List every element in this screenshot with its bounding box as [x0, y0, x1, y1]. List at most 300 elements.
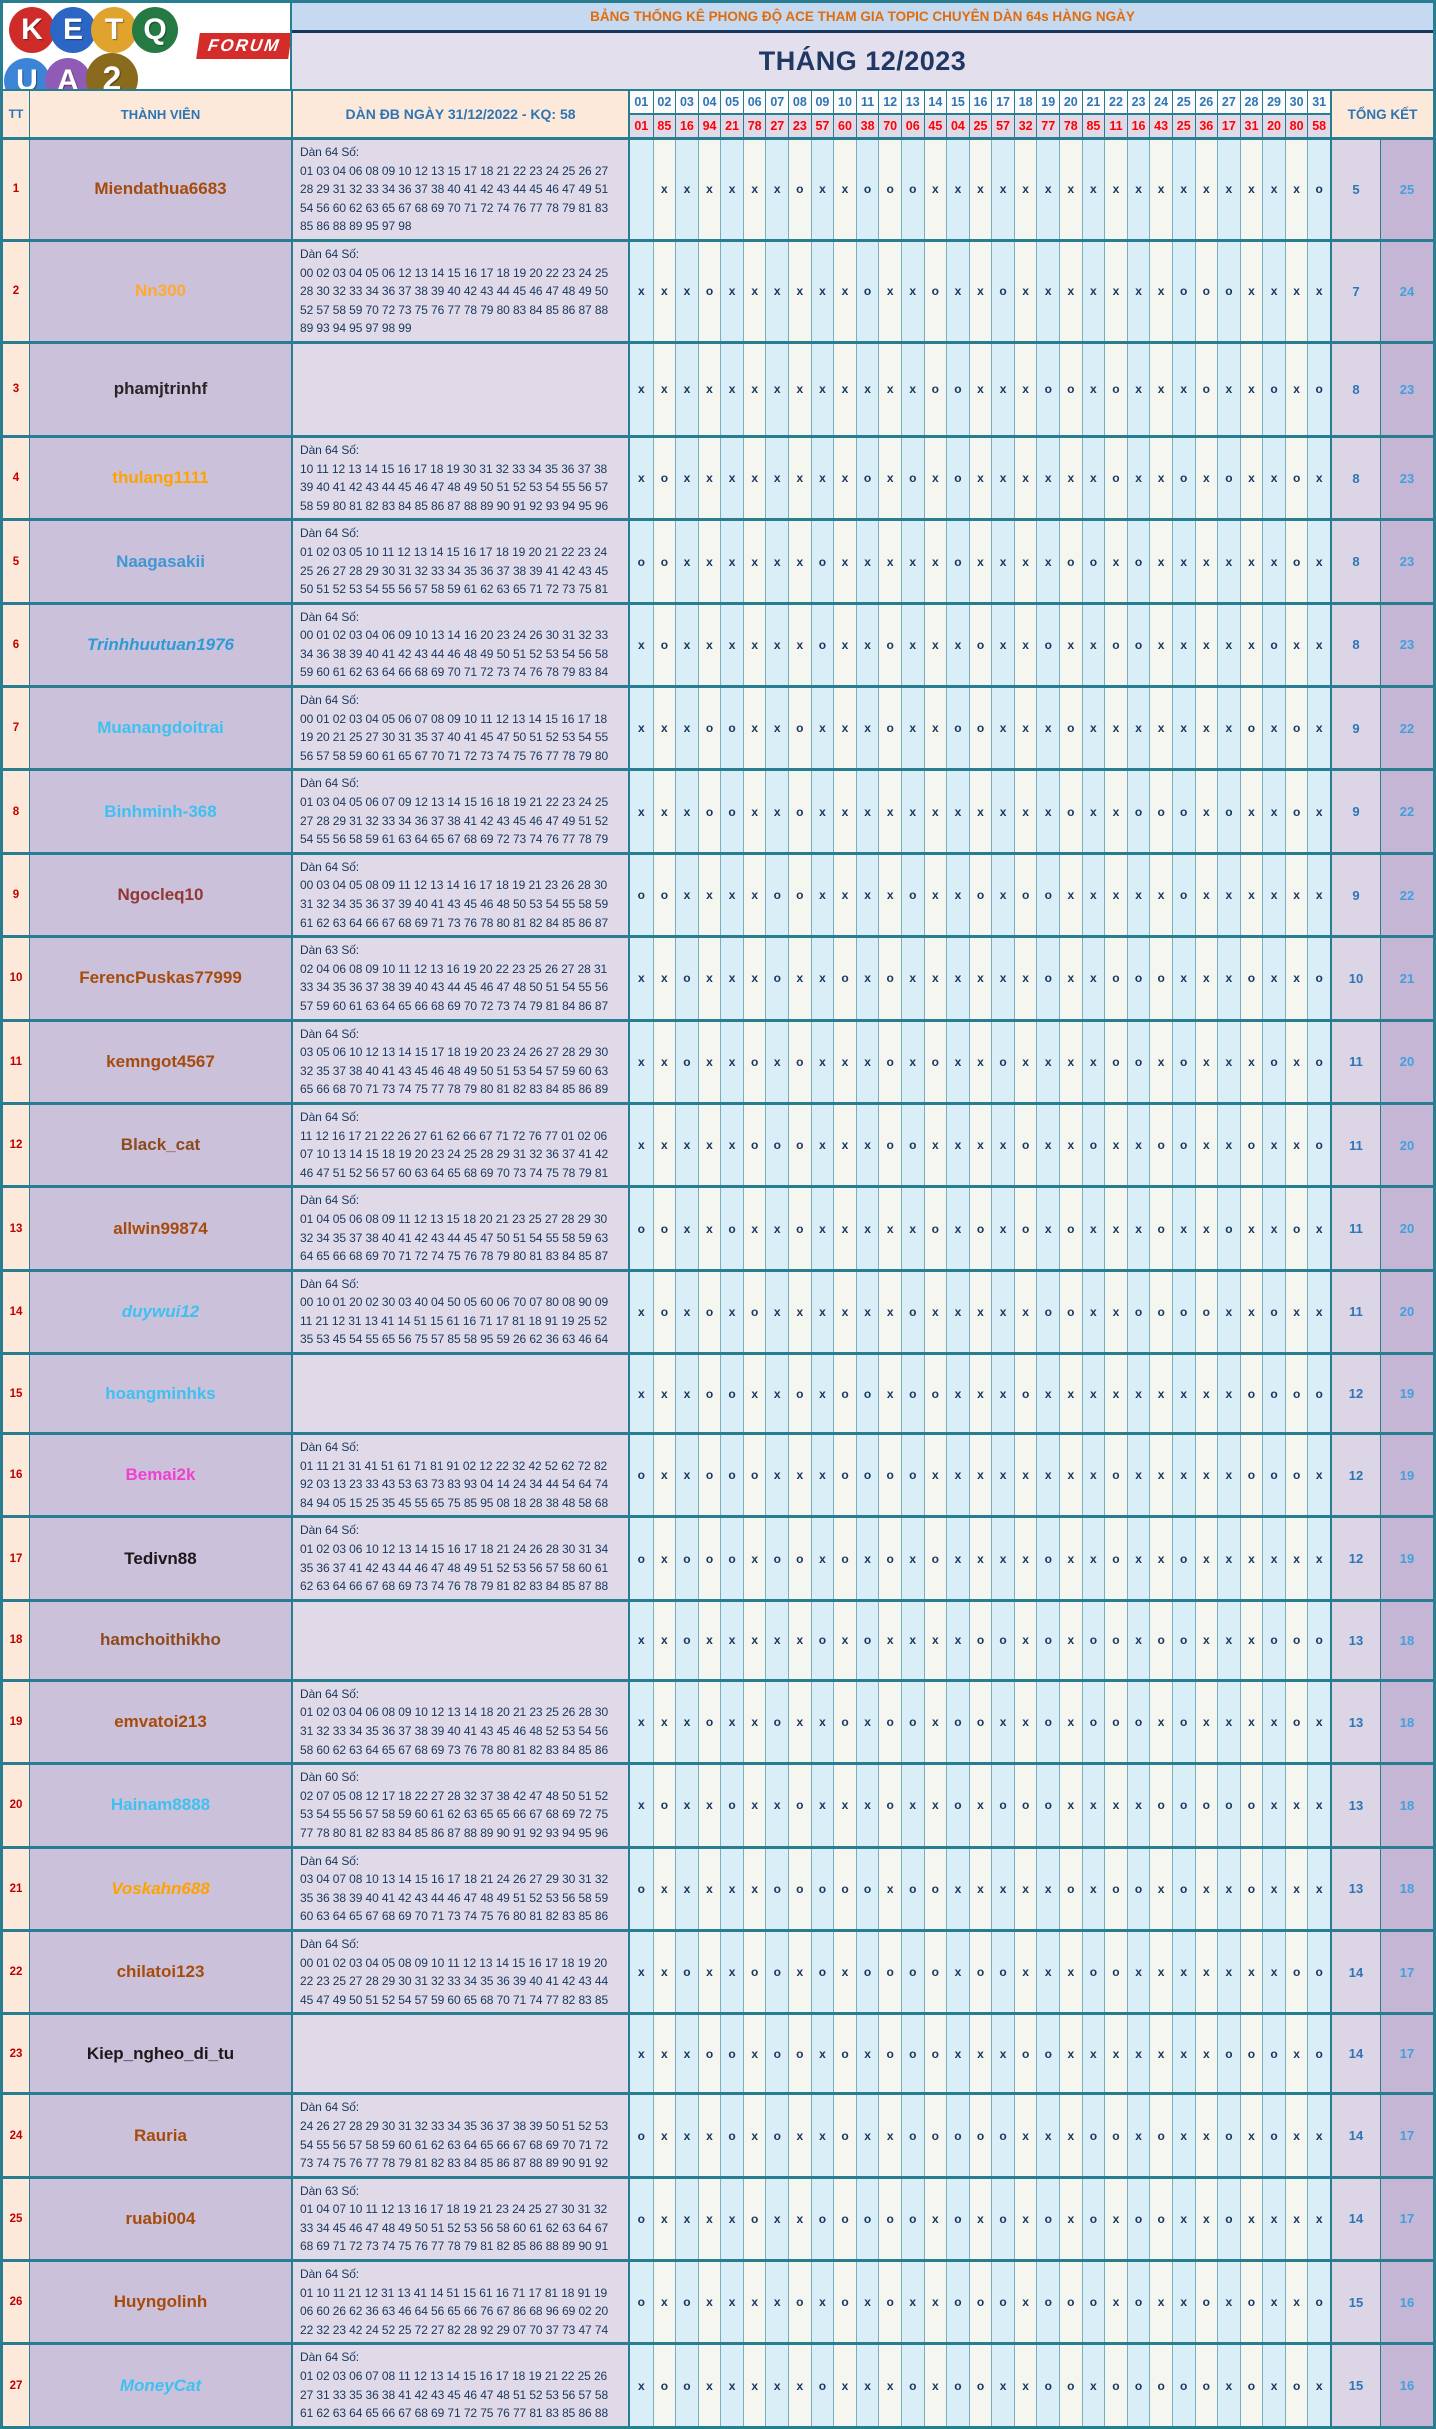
- day-mark: x: [991, 140, 1014, 239]
- day-mark: x: [630, 1355, 653, 1432]
- day-mark: x: [743, 438, 766, 518]
- day-mark: x: [811, 1765, 834, 1845]
- day-header-cell: [1262, 91, 1285, 137]
- day-mark: x: [720, 855, 743, 935]
- day-kq-value: 04: [947, 115, 969, 137]
- day-mark: x: [743, 855, 766, 935]
- dan-number-list: 00 01 02 03 04 06 09 10 13 14 16 20 23 24 26 30 31 32 33 34 36 38 39 40 41 42 43 44 46 48 49 50 51 52 53 54 56 58 59 60 61 62 63 64 66 68 69 70 71 72 73 74 76 78 79 83 84: [300, 628, 609, 680]
- day-mark: x: [1149, 1355, 1172, 1432]
- day-number: 02: [654, 91, 676, 115]
- day-mark: x: [1240, 2179, 1263, 2259]
- dan-number-list: 01 02 03 06 10 12 13 14 15 16 17 18 21 24 26 28 30 31 34 35 36 37 41 42 43 44 46 47 48 49 51 52 53 56 57 58 60 61 62 63 64 66 67 68 69 73 74 76 78 79 81 82 83 84 85 87 88: [300, 1542, 609, 1594]
- dan-label: Dàn 64 Số:: [300, 442, 360, 457]
- day-mark: o: [1172, 1765, 1195, 1845]
- day-mark: x: [720, 1105, 743, 1185]
- day-mark: o: [698, 242, 721, 341]
- day-marks: [630, 688, 1332, 768]
- day-number: 23: [1128, 91, 1150, 115]
- day-mark: x: [1014, 1602, 1037, 1679]
- col-header-total: TỔNG KẾT: [1332, 91, 1433, 137]
- day-mark: o: [833, 2095, 856, 2175]
- day-mark: o: [1104, 938, 1127, 1018]
- day-mark: o: [1059, 771, 1082, 851]
- dan-number-list: 03 04 07 08 10 13 14 15 16 17 18 21 24 26 27 29 30 31 32 35 36 38 39 40 41 42 43 44 46 47 48 49 51 52 53 56 58 59 60 63 64 65 67 68 69 70 71 73 74 75 76 80 81 82 83 85 86: [300, 1872, 609, 1924]
- day-mark: x: [1172, 2262, 1195, 2342]
- day-mark: x: [1104, 242, 1127, 341]
- day-mark: x: [991, 1105, 1014, 1185]
- day-mark: x: [811, 1105, 834, 1185]
- day-mark: o: [969, 1682, 992, 1762]
- day-mark: x: [743, 605, 766, 685]
- day-mark: o: [856, 1849, 879, 1929]
- day-mark: o: [946, 1765, 969, 1845]
- day-mark: x: [1285, 1022, 1308, 1102]
- day-mark: o: [1262, 2015, 1285, 2092]
- day-mark: x: [653, 2015, 676, 2092]
- day-number: 26: [1196, 91, 1218, 115]
- day-mark: x: [946, 1932, 969, 2012]
- row-index: 16: [3, 1435, 30, 1515]
- day-mark: x: [878, 344, 901, 435]
- day-mark: x: [1036, 1105, 1059, 1185]
- site-logo[interactable]: [3, 3, 292, 89]
- day-mark: o: [720, 688, 743, 768]
- member-name[interactable]: Nn300: [30, 242, 293, 341]
- day-header-cell: [946, 91, 969, 137]
- day-mark: x: [946, 1105, 969, 1185]
- day-mark: x: [743, 1682, 766, 1762]
- day-mark: x: [924, 688, 947, 768]
- day-mark: x: [924, 140, 947, 239]
- day-mark: o: [1036, 1272, 1059, 1352]
- day-mark: x: [1195, 1435, 1218, 1515]
- day-number: 31: [1308, 91, 1330, 115]
- day-mark: o: [653, 521, 676, 601]
- member-row: [3, 435, 1433, 518]
- member-name[interactable]: Hainam8888: [30, 1765, 293, 1845]
- day-mark: x: [788, 938, 811, 1018]
- member-name[interactable]: hamchoithikho: [30, 1602, 293, 1679]
- day-mark: x: [743, 1518, 766, 1598]
- day-mark: o: [1104, 1022, 1127, 1102]
- day-mark: x: [1014, 242, 1037, 341]
- total-x-count: 19: [1381, 1355, 1433, 1432]
- day-mark: x: [1036, 438, 1059, 518]
- day-mark: x: [720, 1849, 743, 1929]
- day-mark: x: [1059, 1765, 1082, 1845]
- day-mark: x: [720, 1682, 743, 1762]
- total-o-count: 12: [1332, 1435, 1381, 1515]
- day-mark: o: [924, 2015, 947, 2092]
- day-mark: x: [1036, 1355, 1059, 1432]
- dan-number-list: 00 01 02 03 04 05 08 09 10 11 12 13 14 15 16 17 18 19 20 22 23 25 27 28 29 30 31 32 33 34 35 36 39 40 41 42 43 44 45 47 49 50 51 52 54 57 59 60 65 68 70 71 74 77 82 83 85: [300, 1955, 609, 2007]
- member-name[interactable]: Miendathua6683: [30, 140, 293, 239]
- member-name[interactable]: emvatoi213: [30, 1682, 293, 1762]
- day-mark: x: [630, 1765, 653, 1845]
- day-mark: o: [946, 2179, 969, 2259]
- day-mark: x: [675, 242, 698, 341]
- day-mark: x: [1014, 344, 1037, 435]
- day-mark: x: [856, 605, 879, 685]
- member-name[interactable]: thulang1111: [30, 438, 293, 518]
- day-mark: x: [856, 2015, 879, 2092]
- day-number: 16: [970, 91, 992, 115]
- day-mark: x: [811, 688, 834, 768]
- day-mark: x: [1014, 605, 1037, 685]
- day-mark: x: [991, 855, 1014, 935]
- member-row: [3, 685, 1433, 768]
- member-row: [3, 1269, 1433, 1352]
- day-mark: x: [946, 1022, 969, 1102]
- day-mark: x: [811, 2262, 834, 2342]
- day-kq-value: 85: [1083, 115, 1105, 137]
- day-mark: x: [991, 938, 1014, 1018]
- day-mark: o: [1104, 2345, 1127, 2425]
- day-mark: x: [901, 1518, 924, 1598]
- day-mark: o: [1104, 1602, 1127, 1679]
- day-mark: x: [1059, 938, 1082, 1018]
- day-mark: x: [1014, 1022, 1037, 1102]
- day-mark: o: [1285, 1602, 1308, 1679]
- member-name[interactable]: chilatoi123: [30, 1932, 293, 2012]
- day-mark: x: [1014, 2345, 1037, 2425]
- day-mark: x: [1059, 605, 1082, 685]
- dan-numbers: [293, 938, 630, 1018]
- day-mark: o: [946, 2095, 969, 2175]
- member-row: [3, 2012, 1433, 2092]
- day-mark: o: [1127, 1022, 1150, 1102]
- member-name[interactable]: Binhminh-368: [30, 771, 293, 851]
- member-name[interactable]: hoangminhks: [30, 1355, 293, 1432]
- day-mark: x: [1014, 1849, 1037, 1929]
- dan-number-list: 01 02 03 04 06 08 09 10 12 13 14 18 20 21 23 25 26 28 30 31 32 33 34 35 36 37 38 39 40 41 43 45 46 48 52 53 54 56 58 60 62 63 64 65 67 68 69 73 76 78 80 81 82 83 84 85 86: [300, 1705, 609, 1757]
- day-mark: x: [1217, 1602, 1240, 1679]
- day-mark: x: [969, 771, 992, 851]
- member-name[interactable]: ruabi004: [30, 2179, 293, 2259]
- day-mark: o: [1195, 1272, 1218, 1352]
- day-mark: x: [698, 2262, 721, 2342]
- day-mark: x: [901, 1602, 924, 1679]
- day-mark: x: [675, 2015, 698, 2092]
- member-row: [3, 1019, 1433, 1102]
- day-mark: o: [698, 1272, 721, 1352]
- day-mark: o: [1059, 521, 1082, 601]
- member-name[interactable]: duywui12: [30, 1272, 293, 1352]
- day-mark: x: [833, 1022, 856, 1102]
- day-mark: x: [991, 1518, 1014, 1598]
- day-mark: x: [946, 1602, 969, 1679]
- day-mark: x: [1059, 438, 1082, 518]
- day-mark: o: [698, 688, 721, 768]
- day-mark: o: [856, 438, 879, 518]
- member-name[interactable]: MoneyCat: [30, 2345, 293, 2425]
- day-mark: x: [856, 688, 879, 768]
- day-mark: x: [1127, 1188, 1150, 1268]
- day-mark: o: [1307, 140, 1330, 239]
- day-mark: x: [698, 1022, 721, 1102]
- day-mark: o: [630, 1849, 653, 1929]
- day-mark: x: [1217, 1682, 1240, 1762]
- day-mark: x: [675, 1435, 698, 1515]
- day-mark: x: [833, 344, 856, 435]
- day-mark: o: [811, 1849, 834, 1929]
- day-mark: o: [856, 1355, 879, 1432]
- day-mark: o: [969, 2345, 992, 2425]
- day-kq-value: 21: [721, 115, 743, 137]
- day-mark: o: [1104, 1849, 1127, 1929]
- day-marks: [630, 438, 1332, 518]
- day-header-cell: [1082, 91, 1105, 137]
- day-mark: o: [1307, 2015, 1330, 2092]
- day-mark: x: [1172, 521, 1195, 601]
- day-mark: x: [833, 1272, 856, 1352]
- day-mark: x: [765, 1765, 788, 1845]
- day-mark: x: [1036, 1022, 1059, 1102]
- day-mark: x: [1195, 140, 1218, 239]
- day-mark: x: [811, 1355, 834, 1432]
- day-mark: x: [720, 938, 743, 1018]
- day-mark: o: [1149, 771, 1172, 851]
- day-mark: x: [653, 2262, 676, 2342]
- day-mark: x: [924, 938, 947, 1018]
- day-mark: x: [1127, 2095, 1150, 2175]
- day-mark: x: [1127, 242, 1150, 341]
- day-mark: x: [946, 938, 969, 1018]
- day-mark: x: [1059, 1355, 1082, 1432]
- day-mark: o: [788, 855, 811, 935]
- day-mark: x: [1059, 1932, 1082, 2012]
- member-name[interactable]: Muanangdoitrai: [30, 688, 293, 768]
- dan-label: Dàn 64 Số:: [300, 1276, 360, 1291]
- member-rows: [3, 137, 1433, 2426]
- member-name[interactable]: Trinhhuutuan1976: [30, 605, 293, 685]
- day-mark: x: [630, 2345, 653, 2425]
- day-mark: x: [698, 2095, 721, 2175]
- day-marks: [630, 855, 1332, 935]
- day-number: 21: [1083, 91, 1105, 115]
- day-mark: x: [720, 1602, 743, 1679]
- row-index: 5: [3, 521, 30, 601]
- day-mark: o: [1262, 344, 1285, 435]
- day-mark: x: [1307, 1272, 1330, 1352]
- day-mark: x: [720, 2179, 743, 2259]
- dan-number-list: 00 02 03 04 05 06 12 13 14 15 16 17 18 19 20 22 23 24 25 28 30 32 33 34 36 37 38 39 40 42 43 44 45 46 47 48 49 50 52 57 58 59 70 72 73 75 76 77 78 79 80 83 84 85 86 87 88 89 93 94 95 97 98 99: [300, 265, 609, 336]
- day-header-cell: [1307, 91, 1330, 137]
- dan-label: Dàn 64 Số:: [300, 1853, 360, 1868]
- row-index: 22: [3, 1932, 30, 2012]
- day-mark: x: [1172, 2095, 1195, 2175]
- member-name[interactable]: Naagasakii: [30, 521, 293, 601]
- day-mark: x: [1217, 1022, 1240, 1102]
- total-o-count: 13: [1332, 1682, 1381, 1762]
- day-mark: x: [1240, 521, 1263, 601]
- member-name[interactable]: Ngocleq10: [30, 855, 293, 935]
- day-mark: o: [788, 771, 811, 851]
- day-mark: x: [833, 140, 856, 239]
- day-headers: [630, 91, 1332, 137]
- day-mark: o: [901, 2345, 924, 2425]
- dan-number-list: 00 01 02 03 04 05 06 07 08 09 10 11 12 13 14 15 16 17 18 19 20 21 25 27 30 31 35 37 40 41 45 47 50 51 52 53 54 55 56 57 58 59 60 61 65 67 70 71 72 73 74 75 76 77 78 79 80: [300, 711, 609, 763]
- day-mark: x: [1127, 1518, 1150, 1598]
- day-mark: x: [1014, 771, 1037, 851]
- day-mark-empty: [630, 140, 653, 239]
- day-mark: o: [1149, 2345, 1172, 2425]
- day-mark: x: [878, 855, 901, 935]
- day-mark: o: [788, 2015, 811, 2092]
- day-number: 08: [789, 91, 811, 115]
- day-mark: x: [811, 1518, 834, 1598]
- dan-number-list: 24 26 27 28 29 30 31 32 33 34 35 36 37 38 39 50 51 52 53 54 55 56 57 58 59 60 61 62 63 64 65 66 67 68 69 70 71 72 73 74 75 76 77 78 79 81 82 83 84 85 86 87 88 89 90 91 92: [300, 2118, 609, 2171]
- day-mark: x: [743, 2345, 766, 2425]
- day-mark: o: [1240, 688, 1263, 768]
- day-mark: x: [1172, 1932, 1195, 2012]
- member-name[interactable]: phamjtrinhf: [30, 344, 293, 435]
- member-name[interactable]: Huyngolinh: [30, 2262, 293, 2342]
- day-mark: o: [1262, 2095, 1285, 2175]
- day-mark: o: [788, 1765, 811, 1845]
- day-mark: x: [1195, 1188, 1218, 1268]
- member-row: [3, 768, 1433, 851]
- total-o-count: 11: [1332, 1188, 1381, 1268]
- row-index: 8: [3, 771, 30, 851]
- day-header-cell: [1240, 91, 1263, 137]
- day-mark: o: [924, 1849, 947, 1929]
- member-name[interactable]: Bemai2k: [30, 1435, 293, 1515]
- day-mark: o: [969, 2262, 992, 2342]
- day-mark: x: [946, 1849, 969, 1929]
- day-marks: [630, 1272, 1332, 1352]
- day-mark: o: [901, 1932, 924, 2012]
- day-mark: x: [1082, 2345, 1105, 2425]
- day-mark: o: [1217, 2015, 1240, 2092]
- logo-letter: A: [45, 58, 91, 89]
- day-mark: x: [743, 1849, 766, 1929]
- day-header-cell: [969, 91, 992, 137]
- day-mark: x: [924, 605, 947, 685]
- day-mark: x: [1104, 1105, 1127, 1185]
- day-mark: o: [991, 1932, 1014, 2012]
- day-mark: x: [1059, 140, 1082, 239]
- day-mark: x: [1172, 1355, 1195, 1432]
- day-mark: x: [969, 1105, 992, 1185]
- dan-numbers: [293, 2095, 630, 2175]
- day-mark: x: [969, 2015, 992, 2092]
- day-mark: x: [675, 2095, 698, 2175]
- dan-label: Dàn 64 Số:: [300, 1193, 360, 1208]
- member-name[interactable]: Kiep_ngheo_di_tu: [30, 2015, 293, 2092]
- day-mark: x: [1014, 1682, 1037, 1762]
- total-x-count: 18: [1381, 1602, 1433, 1679]
- day-mark: x: [901, 344, 924, 435]
- day-mark: x: [856, 521, 879, 601]
- member-name[interactable]: Black_cat: [30, 1105, 293, 1185]
- day-mark: x: [788, 1272, 811, 1352]
- day-mark: x: [1262, 1682, 1285, 1762]
- member-name[interactable]: allwin99874: [30, 1188, 293, 1268]
- day-header-cell: [698, 91, 721, 137]
- day-mark: o: [1104, 1435, 1127, 1515]
- day-mark: o: [788, 2262, 811, 2342]
- day-mark: o: [1195, 2262, 1218, 2342]
- day-mark: x: [811, 1022, 834, 1102]
- day-mark: o: [1172, 1272, 1195, 1352]
- day-mark: o: [833, 2179, 856, 2259]
- member-name[interactable]: Rauria: [30, 2095, 293, 2175]
- day-mark: o: [765, 1849, 788, 1929]
- member-name[interactable]: Voskahn688: [30, 1849, 293, 1929]
- day-mark: o: [1240, 2262, 1263, 2342]
- day-mark: x: [924, 438, 947, 518]
- day-mark: x: [1127, 1932, 1150, 2012]
- total-x-count: 18: [1381, 1765, 1433, 1845]
- day-mark: x: [856, 1765, 879, 1845]
- day-mark: x: [833, 1105, 856, 1185]
- day-marks: [630, 242, 1332, 341]
- member-name[interactable]: kemngot4567: [30, 1022, 293, 1102]
- day-mark: x: [1285, 1272, 1308, 1352]
- day-mark: o: [1036, 2345, 1059, 2425]
- day-mark: o: [765, 2015, 788, 2092]
- day-kq-value: 85: [654, 115, 676, 137]
- day-mark: x: [1285, 2095, 1308, 2175]
- day-mark: x: [833, 1932, 856, 2012]
- day-mark: x: [765, 2345, 788, 2425]
- day-mark: x: [1285, 344, 1308, 435]
- day-mark: x: [1195, 1355, 1218, 1432]
- day-mark: x: [1262, 688, 1285, 768]
- member-name[interactable]: FerencPuskas77999: [30, 938, 293, 1018]
- dan-numbers: [293, 1602, 630, 1679]
- day-mark: o: [1036, 938, 1059, 1018]
- day-mark: x: [1240, 1932, 1263, 2012]
- day-mark: x: [1285, 2262, 1308, 2342]
- dan-numbers: [293, 1765, 630, 1845]
- day-mark: x: [1014, 2179, 1037, 2259]
- day-header-cell: [720, 91, 743, 137]
- day-mark: x: [1262, 1105, 1285, 1185]
- day-mark: x: [1262, 1765, 1285, 1845]
- day-mark: o: [630, 1435, 653, 1515]
- day-mark: x: [653, 2179, 676, 2259]
- day-mark: x: [630, 242, 653, 341]
- day-mark: o: [698, 2015, 721, 2092]
- day-mark: o: [1240, 1105, 1263, 1185]
- dan-numbers: [293, 1105, 630, 1185]
- day-mark: x: [1082, 1188, 1105, 1268]
- day-mark: x: [653, 2095, 676, 2175]
- member-row: [3, 1432, 1433, 1515]
- day-mark: o: [743, 1105, 766, 1185]
- member-name[interactable]: Tedivn88: [30, 1518, 293, 1598]
- day-mark: x: [901, 605, 924, 685]
- day-mark: o: [1307, 1602, 1330, 1679]
- day-mark: o: [1036, 1682, 1059, 1762]
- day-mark: x: [833, 605, 856, 685]
- day-mark: o: [720, 2095, 743, 2175]
- day-mark: o: [969, 1932, 992, 2012]
- day-mark: x: [1195, 521, 1218, 601]
- day-mark: x: [1082, 938, 1105, 1018]
- day-mark: x: [653, 242, 676, 341]
- day-mark: x: [675, 1682, 698, 1762]
- day-mark: o: [1149, 1765, 1172, 1845]
- day-mark: x: [630, 1682, 653, 1762]
- day-mark: x: [1262, 1518, 1285, 1598]
- day-mark: x: [675, 1272, 698, 1352]
- day-mark: x: [698, 521, 721, 601]
- day-mark: o: [924, 1188, 947, 1268]
- day-mark: x: [901, 771, 924, 851]
